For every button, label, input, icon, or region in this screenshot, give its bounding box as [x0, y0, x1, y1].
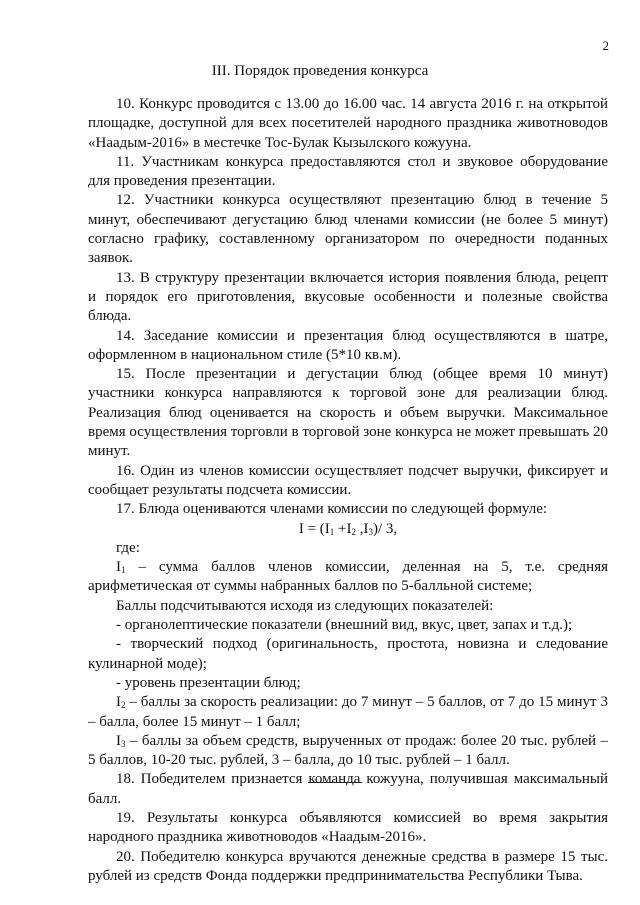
where-label: где: [116, 539, 140, 556]
paragraph-13: 13. В структуру презентации включается история появления блюда, рецепт и порядок его приготовления, вкусовые особенности и полезные свойства блюда. [88, 269, 608, 325]
paragraph-14: 14. Заседание комиссии и презентация блюд осуществляются в шатре, оформленном в национальном стиле (5*10 кв.м). [88, 327, 608, 363]
variable-subscript: 2 [121, 700, 126, 711]
definition-i1 [88, 558, 608, 597]
document-body [88, 95, 608, 886]
formula-subscript: 2 [351, 526, 356, 537]
indicator-item: - творческий подход (оригинальность, простота, новизна и следование кулинарной моде); [88, 636, 608, 672]
variable-letter: I [116, 559, 121, 576]
paragraph-19: 19. Результаты конкурса объявляются комиссией во время закрытия народного праздника животноводов «Наадым-2016». [88, 809, 608, 846]
section-heading: III. Порядок проведения конкурса [211, 63, 429, 79]
variable-subscript: 1 [121, 565, 126, 576]
variable-subscript: 3 [121, 738, 126, 749]
paragraph-17: 17. Блюда оцениваются членами комиссии по следующей формуле: [116, 501, 548, 518]
formula-part: )/ 3, [373, 520, 398, 537]
definition-i3 [88, 732, 608, 771]
paragraph-10: 10. Конкурс проводится с 13.00 до 16.00 час. 14 августа 2016 г. на открытой площадке, доступной для всех посетителей народного праздника животноводов «Наадым-2016» в местечке Тос-Булак Кызылского кожууна. [88, 96, 608, 151]
formula-subscript: 1 [329, 526, 335, 537]
definition-text: – баллы за скорость реализации: до 7 минут – 5 баллов, от 7 до 15 минут 3 – балла, более 15 минут – 1 балл; [88, 694, 608, 730]
paragraph-18: 18. Победителем признается команда кожууна, получившая максимальный балл. [88, 771, 608, 807]
definition-i2 [88, 693, 608, 732]
definition-text: – сумма баллов членов комиссии, деленная на 5, т.е. средняя арифметическая от суммы набранных баллов по 5-балльной системе; [88, 559, 608, 595]
indicator-item: - органолептические показатели (внешний вид, вкус, цвет, запах и т.д.); [116, 617, 573, 634]
page-number: 2 [602, 38, 609, 53]
definition-text: – баллы за объем средств, вырученных от продаж: более 20 тыс. рублей – 5 баллов, 10-20 тыс. рублей, 3 – балла, до 10 тыс. рублей – 1 балл. [88, 732, 608, 769]
paragraph-20: 20. Победителю конкурса вручаются денежные средства в размере 15 тыс. рублей из средств Фонда поддержки предпринимательства Республики Тыва. [88, 848, 608, 884]
formula-subscript: 3 [368, 526, 373, 537]
formula-part: +I [334, 520, 352, 537]
paragraph-15: 15. После презентации и дегустации блюд (общее время 10 минут) участники конкурса направляются к торговой зоне для реализации блюд. Реализация блюд оценивается на скорость и объем выручки. Максимальное время осуществления торговли в торговой зоне конкурса не может превышать 20 минут. [88, 366, 608, 460]
variable-letter: I [116, 732, 121, 749]
paragraph-16: 16. Один из членов комиссии осуществляет подсчет выручки, фиксирует и сообщает результаты подсчета комиссии. [88, 462, 608, 498]
formula-part: ,I [356, 520, 369, 537]
variable-letter: I [116, 694, 121, 711]
formula-part: I = (I [298, 520, 330, 537]
paragraph-11: 11. Участникам конкурса предоставляются стол и звуковое оборудование для проведения презентации. [88, 153, 608, 190]
paragraph-12: 12. Участники конкурса осуществляют презентацию блюд в течение 5 минут, обеспечивают дегустацию блюд членами комиссии (не более 5 минут) согласно графику, составленному организатором по очередности поданных заявок. [88, 192, 608, 267]
indicator-item: - уровень презентации блюд; [116, 674, 301, 691]
score-formula [88, 520, 608, 539]
closing-rule [308, 782, 362, 783]
indicators-intro: Баллы подсчитываются исходя из следующих показателей: [116, 597, 494, 614]
